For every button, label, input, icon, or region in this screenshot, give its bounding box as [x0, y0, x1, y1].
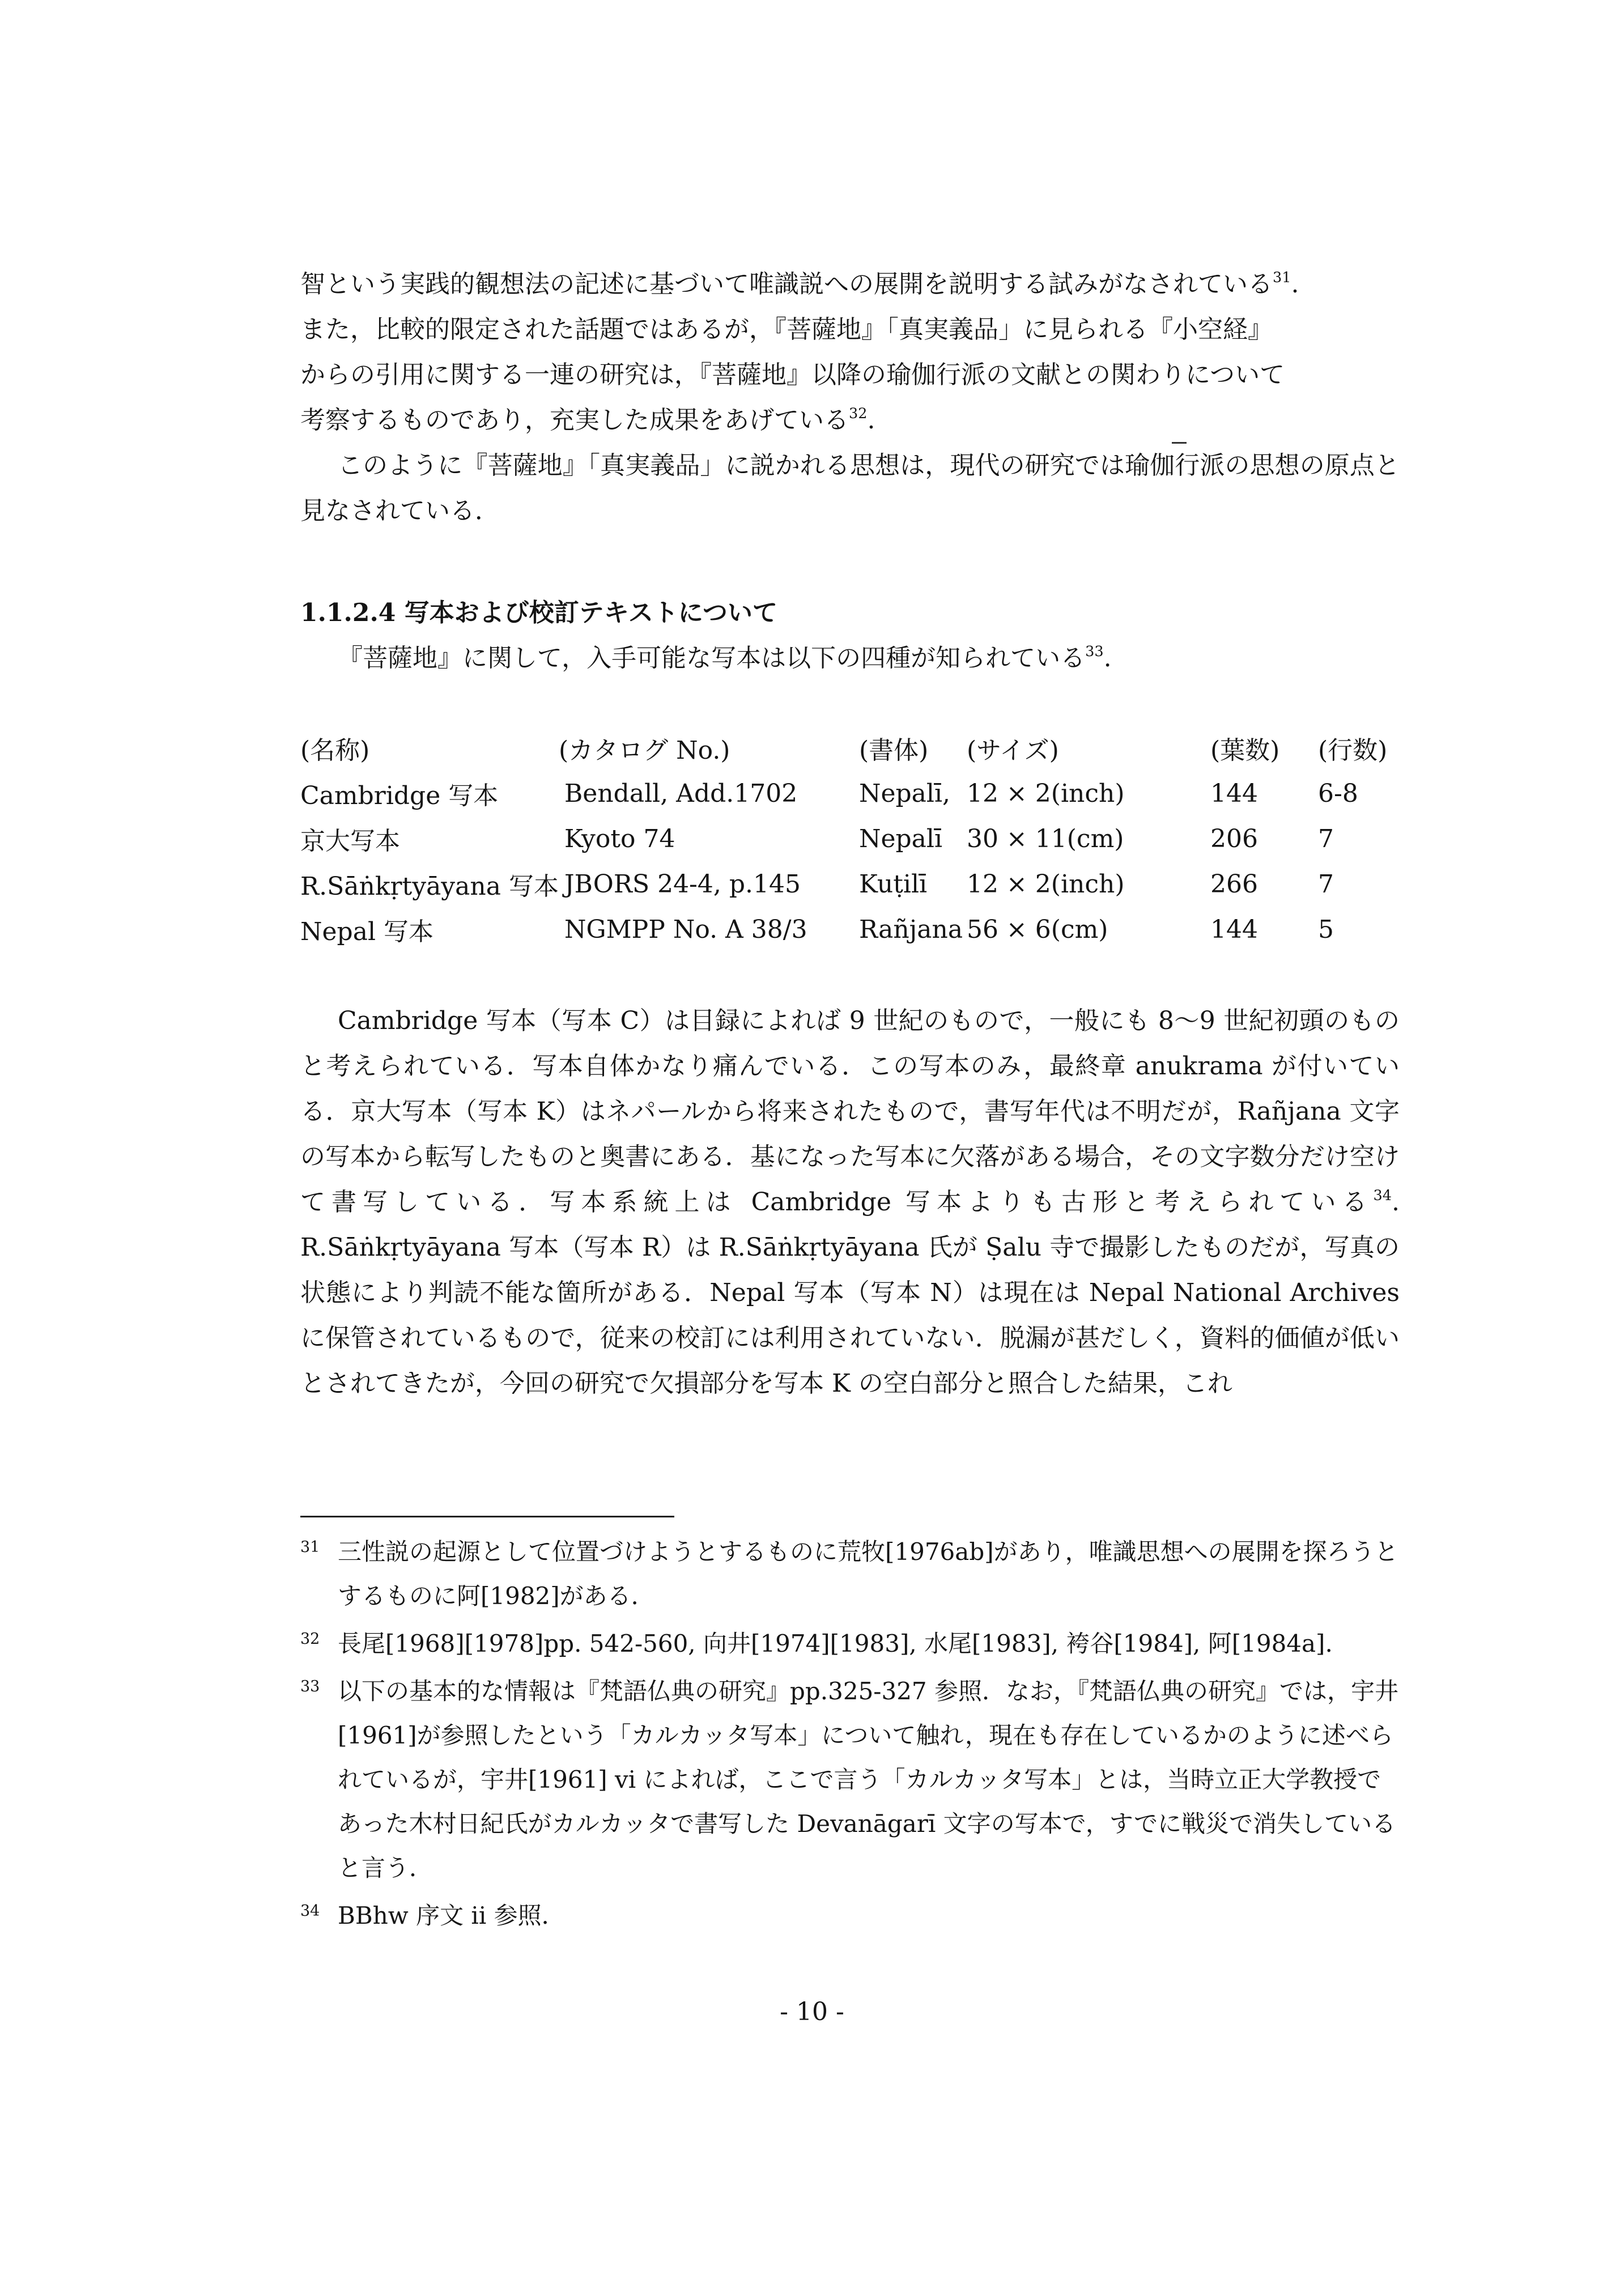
cell-name: 京大写本 [300, 827, 400, 856]
footnote-ref-31[interactable]: 31 [1273, 269, 1291, 287]
punct: . [1103, 644, 1112, 673]
cell-size: 12 × 2(inch) [966, 779, 1125, 808]
cell-leaves: 144 [1210, 779, 1258, 808]
cell-lines: 7 [1317, 869, 1334, 899]
cell-name: R.Sāṅkṛtyāyana 写本 [300, 872, 559, 901]
header-catalog: (カタログ No.) [558, 736, 730, 765]
paragraph-2 [300, 443, 1400, 534]
header-name: (名称) [300, 736, 370, 765]
footnote-text: 以下の基本的な情報は『梵語仏典の研究』pp.325-327 参照．なお，『梵語仏典の研究』では，宇井[1961]が参照したという「カルカッタ写本」について触れ，現在も存在しているかのように述べられているが，宇井[1961] vi によれば，ここで言う「カルカッタ写本」とは，当時立正大学教授であった木村日紀氏がカルカッタで書写した Devanāgarī 文字の写本で，すでに戦災で消失していると言う． [338, 1677, 1398, 1882]
cell-catalog: Kyoto 74 [564, 824, 675, 853]
footnote-ref-32[interactable]: 32 [849, 405, 868, 423]
paragraph-1-line-2: また，比較的限定された話題ではあるが，『菩薩地』「真実義品」に見られる『小空経』 [300, 315, 1273, 344]
paragraph-1-line-1 [300, 262, 1400, 307]
table-row [300, 771, 1387, 816]
footnote-ref-34[interactable]: 34 [1373, 1187, 1392, 1205]
cell-lines: 6-8 [1317, 779, 1358, 808]
cell-catalog: Bendall, Add.1702 [564, 779, 798, 808]
footnote-text: 長尾[1968][1978]pp. 542-560, 向井[1974][1983], 水尾[1983], 袴谷[1984], 阿[1984a]. [338, 1630, 1333, 1657]
text: 考察するものであり，充実した成果をあげている [300, 406, 849, 435]
cell-leaves: 144 [1210, 915, 1258, 944]
section-intro [300, 636, 1400, 681]
footnote-divider [300, 1516, 674, 1517]
cell-size: 56 × 6(cm) [966, 915, 1108, 944]
cell-script: Nepalī, [858, 779, 951, 808]
paragraph-1-line-4 [300, 398, 1400, 443]
cell-name: Cambridge 写本 [300, 781, 499, 810]
table-row [300, 861, 1387, 907]
footnote-number: 33 [300, 1678, 320, 1695]
page-number: - 10 - [780, 1997, 844, 2026]
text: 智という実践的観想法の記述に基づいて唯識説への展開を説明する試みがなされている [300, 270, 1273, 299]
punct: . [1291, 270, 1299, 299]
paragraph-1-line-3: からの引用に関する一連の研究は，『菩薩地』以降の瑜伽行派の文献との関わりについて [300, 360, 1285, 389]
text: . R.Sāṅkṛtyāyana 写本（写本 R）は R.Sāṅkṛtyāyana 氏が Ṣalu 寺で撮影したものだが，写真の状態により判読不能な箇所がある．Nepal 写本（写本 N）は現在は Nepal National Archives に保管されているもので，従来の校訂には利用されていない．脱漏が甚だしく，資料的価値が低いとされてきたが，今回の研究で欠損部分を写本 K の空白部分と照合した結果，これ [300, 1188, 1400, 1398]
cell-script: Nepalī [858, 824, 943, 853]
cell-leaves: 206 [1210, 824, 1258, 853]
footnotes [300, 1530, 1400, 1941]
header-script: (書体) [858, 736, 929, 765]
cell-name: Nepal 写本 [300, 917, 433, 946]
cell-size: 30 × 11(cm) [966, 824, 1124, 853]
paragraph-2-text: このように『菩薩地』「真実義品」に説かれる思想は，現代の研究では瑜伽行派の思想の原点と見なされている． [300, 451, 1400, 525]
table-row [300, 907, 1387, 952]
footnote-ref-33[interactable]: 33 [1085, 643, 1104, 661]
cell-catalog: JBORS 24-4, p.145 [564, 869, 801, 899]
table-header-row [300, 725, 1387, 771]
footnote-31 [300, 1530, 1400, 1618]
paragraph-1 [300, 262, 1400, 443]
cell-size: 12 × 2(inch) [966, 869, 1125, 899]
section [300, 590, 1400, 681]
footnote-number: 32 [300, 1630, 320, 1648]
header-leaves: (葉数) [1210, 736, 1280, 765]
cell-leaves: 266 [1210, 869, 1258, 899]
section-heading: 1.1.2.4 写本および校訂テキストについて [300, 598, 777, 627]
table-row [300, 816, 1387, 861]
cell-lines: 7 [1317, 824, 1334, 853]
footnote-32 [300, 1622, 1400, 1666]
paragraph-3 [300, 998, 1400, 1406]
footnote-34 [300, 1894, 1400, 1938]
manuscript-table [300, 725, 1387, 952]
footnote-33 [300, 1669, 1400, 1890]
cell-script: Kuṭilī [858, 869, 928, 899]
text: 『菩薩地』に関して，入手可能な写本は以下の四種が知られている [338, 644, 1086, 673]
paragraph-3-text [300, 998, 1400, 1406]
footnote-text: 三性説の起源として位置づけようとするものに荒牧[1976ab]があり，唯識思想への展開を探ろうとするものに阿[1982]がある． [338, 1538, 1398, 1610]
header-size: (サイズ) [966, 736, 1059, 765]
cell-script: Rañjana [858, 915, 963, 944]
punct: . [867, 406, 875, 435]
footnote-number: 34 [300, 1902, 320, 1920]
cell-catalog: NGMPP No. A 38/3 [564, 915, 807, 944]
text: Cambridge 写本（写本 C）は目録によれば 9 世紀のもので，一般にも 8〜9 世紀初頭のものと考えられている．写本自体かなり痛んでいる．この写本のみ，最終章 anukrama が付いている．京大写本（写本 K）はネパールから将来されたもので，書写年代は不明だが，Rañjana 文字の写本から転写したものと奥書にある．基になった写本に欠落がある場合，その文字数分だけ空けて書写している．写本系統上は Cambridge 写本よりも古形と考えられている [300, 1006, 1400, 1217]
header-lines: (行数) [1317, 736, 1388, 765]
footnote-text: BBhw 序文 ii 参照． [338, 1902, 566, 1929]
footnote-number: 31 [300, 1538, 320, 1556]
cell-lines: 5 [1317, 915, 1334, 944]
